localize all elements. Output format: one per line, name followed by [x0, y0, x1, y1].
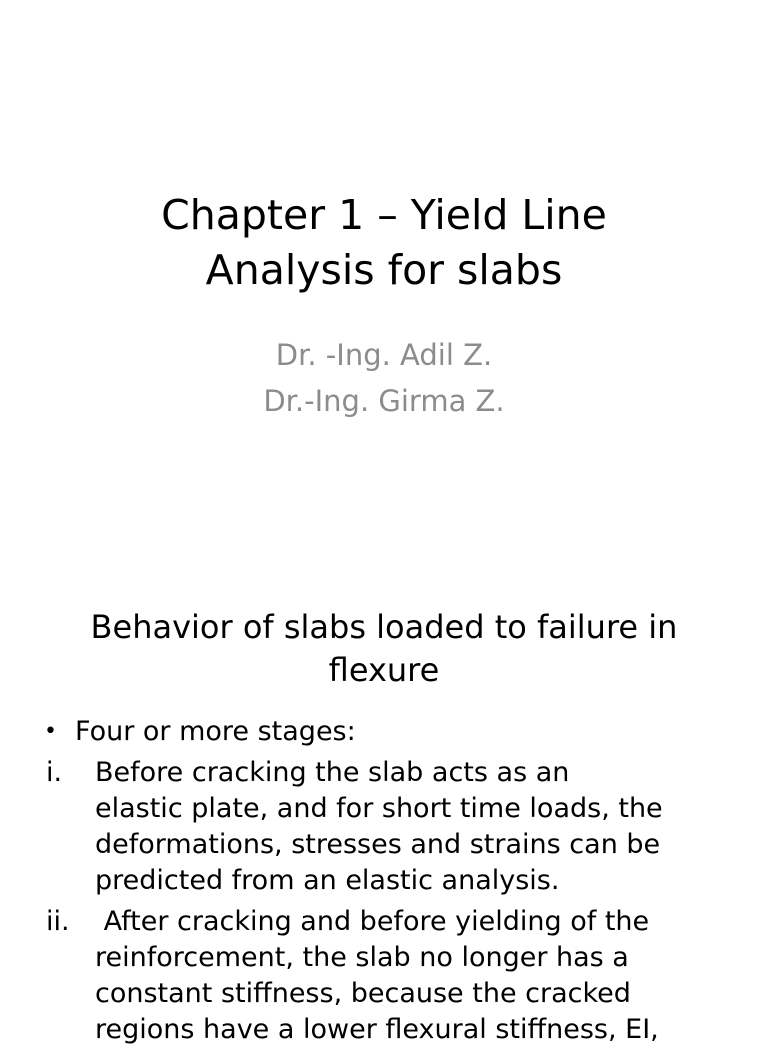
authors [0, 332, 768, 424]
item-text-line: deformations, stresses and strains can be [95, 829, 661, 860]
slide-heading-line: flexure [328, 651, 440, 689]
bullet-item [0, 714, 768, 750]
numbered-item [0, 755, 768, 899]
slide-body [0, 714, 768, 1048]
item-text-line: elastic plate, and for short time loads, the [95, 793, 663, 824]
bullet-text: Four or more stages: [75, 716, 356, 747]
item-text-line: After cracking and before yielding of the [95, 906, 650, 937]
item-text-line: Before cracking the slab acts as an [95, 757, 570, 788]
item-text-line: reinforcement, the slab no longer has a [95, 942, 629, 973]
author-name: Dr. -Ing. Adil Z. [275, 338, 493, 372]
bullet-dot-icon: • [44, 719, 57, 744]
item-text-line: constant stiffness, because the cracked [95, 978, 631, 1009]
slide-heading-line: Behavior of slabs loaded to failure in [90, 608, 678, 646]
item-marker: i. [46, 757, 63, 788]
slide-heading [20, 606, 748, 692]
slide-title-line: Analysis for slabs [205, 246, 563, 294]
item-text-line: regions have a lower flexural stiffness, EI, [95, 1014, 659, 1045]
author-name: Dr.-Ing. Girma Z. [263, 384, 505, 418]
slide-title [0, 188, 768, 298]
item-marker: ii. [46, 906, 70, 937]
content-slide [0, 576, 768, 1045]
item-text-line: predicted from an elastic analysis. [95, 865, 560, 896]
slide-title-line: Chapter 1 – Yield Line [161, 191, 607, 239]
numbered-item [0, 904, 768, 1048]
